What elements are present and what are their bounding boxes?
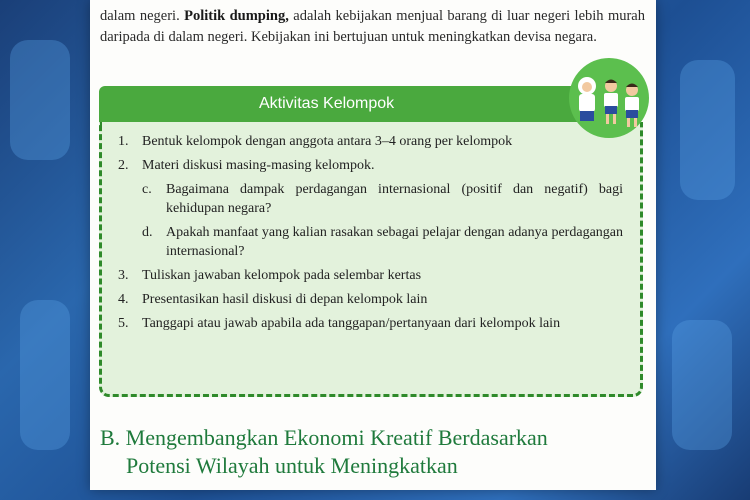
- intro-paragraph: [100, 6, 645, 48]
- list-subitem: [118, 180, 623, 218]
- item-number: c.: [142, 182, 152, 197]
- list-item: [118, 156, 623, 175]
- item-number: 5.: [118, 316, 129, 331]
- background-shape: [672, 320, 732, 450]
- list-item: [118, 314, 623, 333]
- section-heading-line-1: B. Mengembangkan Ekonomi Kreatif Berdasarkan: [100, 425, 548, 450]
- list-item: [118, 290, 623, 309]
- activity-header: [99, 86, 641, 122]
- activity-title: Aktivitas Kelompok: [259, 95, 395, 112]
- students-illustration-icon: [569, 56, 649, 140]
- background-shape: [680, 60, 735, 200]
- item-number: 3.: [118, 268, 129, 283]
- list-item: [118, 266, 623, 285]
- intro-text-after: adalah kebijakan menjual barang di luar negeri lebih murah daripada di dalam negeri. Kebijakan ini bertujuan untuk meningkatkan devisa negara.: [100, 8, 645, 45]
- section-heading-line-2: Potensi Wilayah untuk Meningkatkan: [126, 453, 458, 478]
- list-subitem: [118, 223, 623, 261]
- item-text: Bagaimana dampak perdagangan internasional (positif dan negatif) bagi kehidupan negara?: [166, 182, 623, 216]
- item-number: 4.: [118, 292, 129, 307]
- activity-body: [99, 122, 643, 397]
- activity-list: [118, 132, 623, 338]
- item-text: Bentuk kelompok dengan anggota antara 3–4 orang per kelompok: [142, 134, 513, 149]
- background-shape: [10, 40, 70, 160]
- item-number: 1.: [118, 134, 129, 149]
- intro-text-before: dalam negeri.: [100, 8, 185, 24]
- item-number: 2.: [118, 158, 129, 173]
- list-item: [118, 132, 623, 151]
- background-shape: [20, 300, 70, 450]
- book-page: [90, 0, 656, 490]
- item-text: Tanggapi atau jawab apabila ada tanggapan/pertanyaan dari kelompok lain: [142, 316, 561, 331]
- item-text: Tuliskan jawaban kelompok pada selembar kertas: [142, 268, 422, 283]
- item-text: Presentasikan hasil diskusi di depan kelompok lain: [142, 292, 428, 307]
- section-heading: [100, 424, 645, 480]
- item-number: d.: [142, 225, 153, 240]
- bold-term: Politik dumping,: [184, 8, 289, 24]
- item-text: Materi diskusi masing-masing kelompok.: [142, 158, 375, 173]
- item-text: Apakah manfaat yang kalian rasakan sebagai pelajar dengan adanya perdagangan internasional?: [166, 225, 623, 259]
- activity-box: [99, 86, 641, 400]
